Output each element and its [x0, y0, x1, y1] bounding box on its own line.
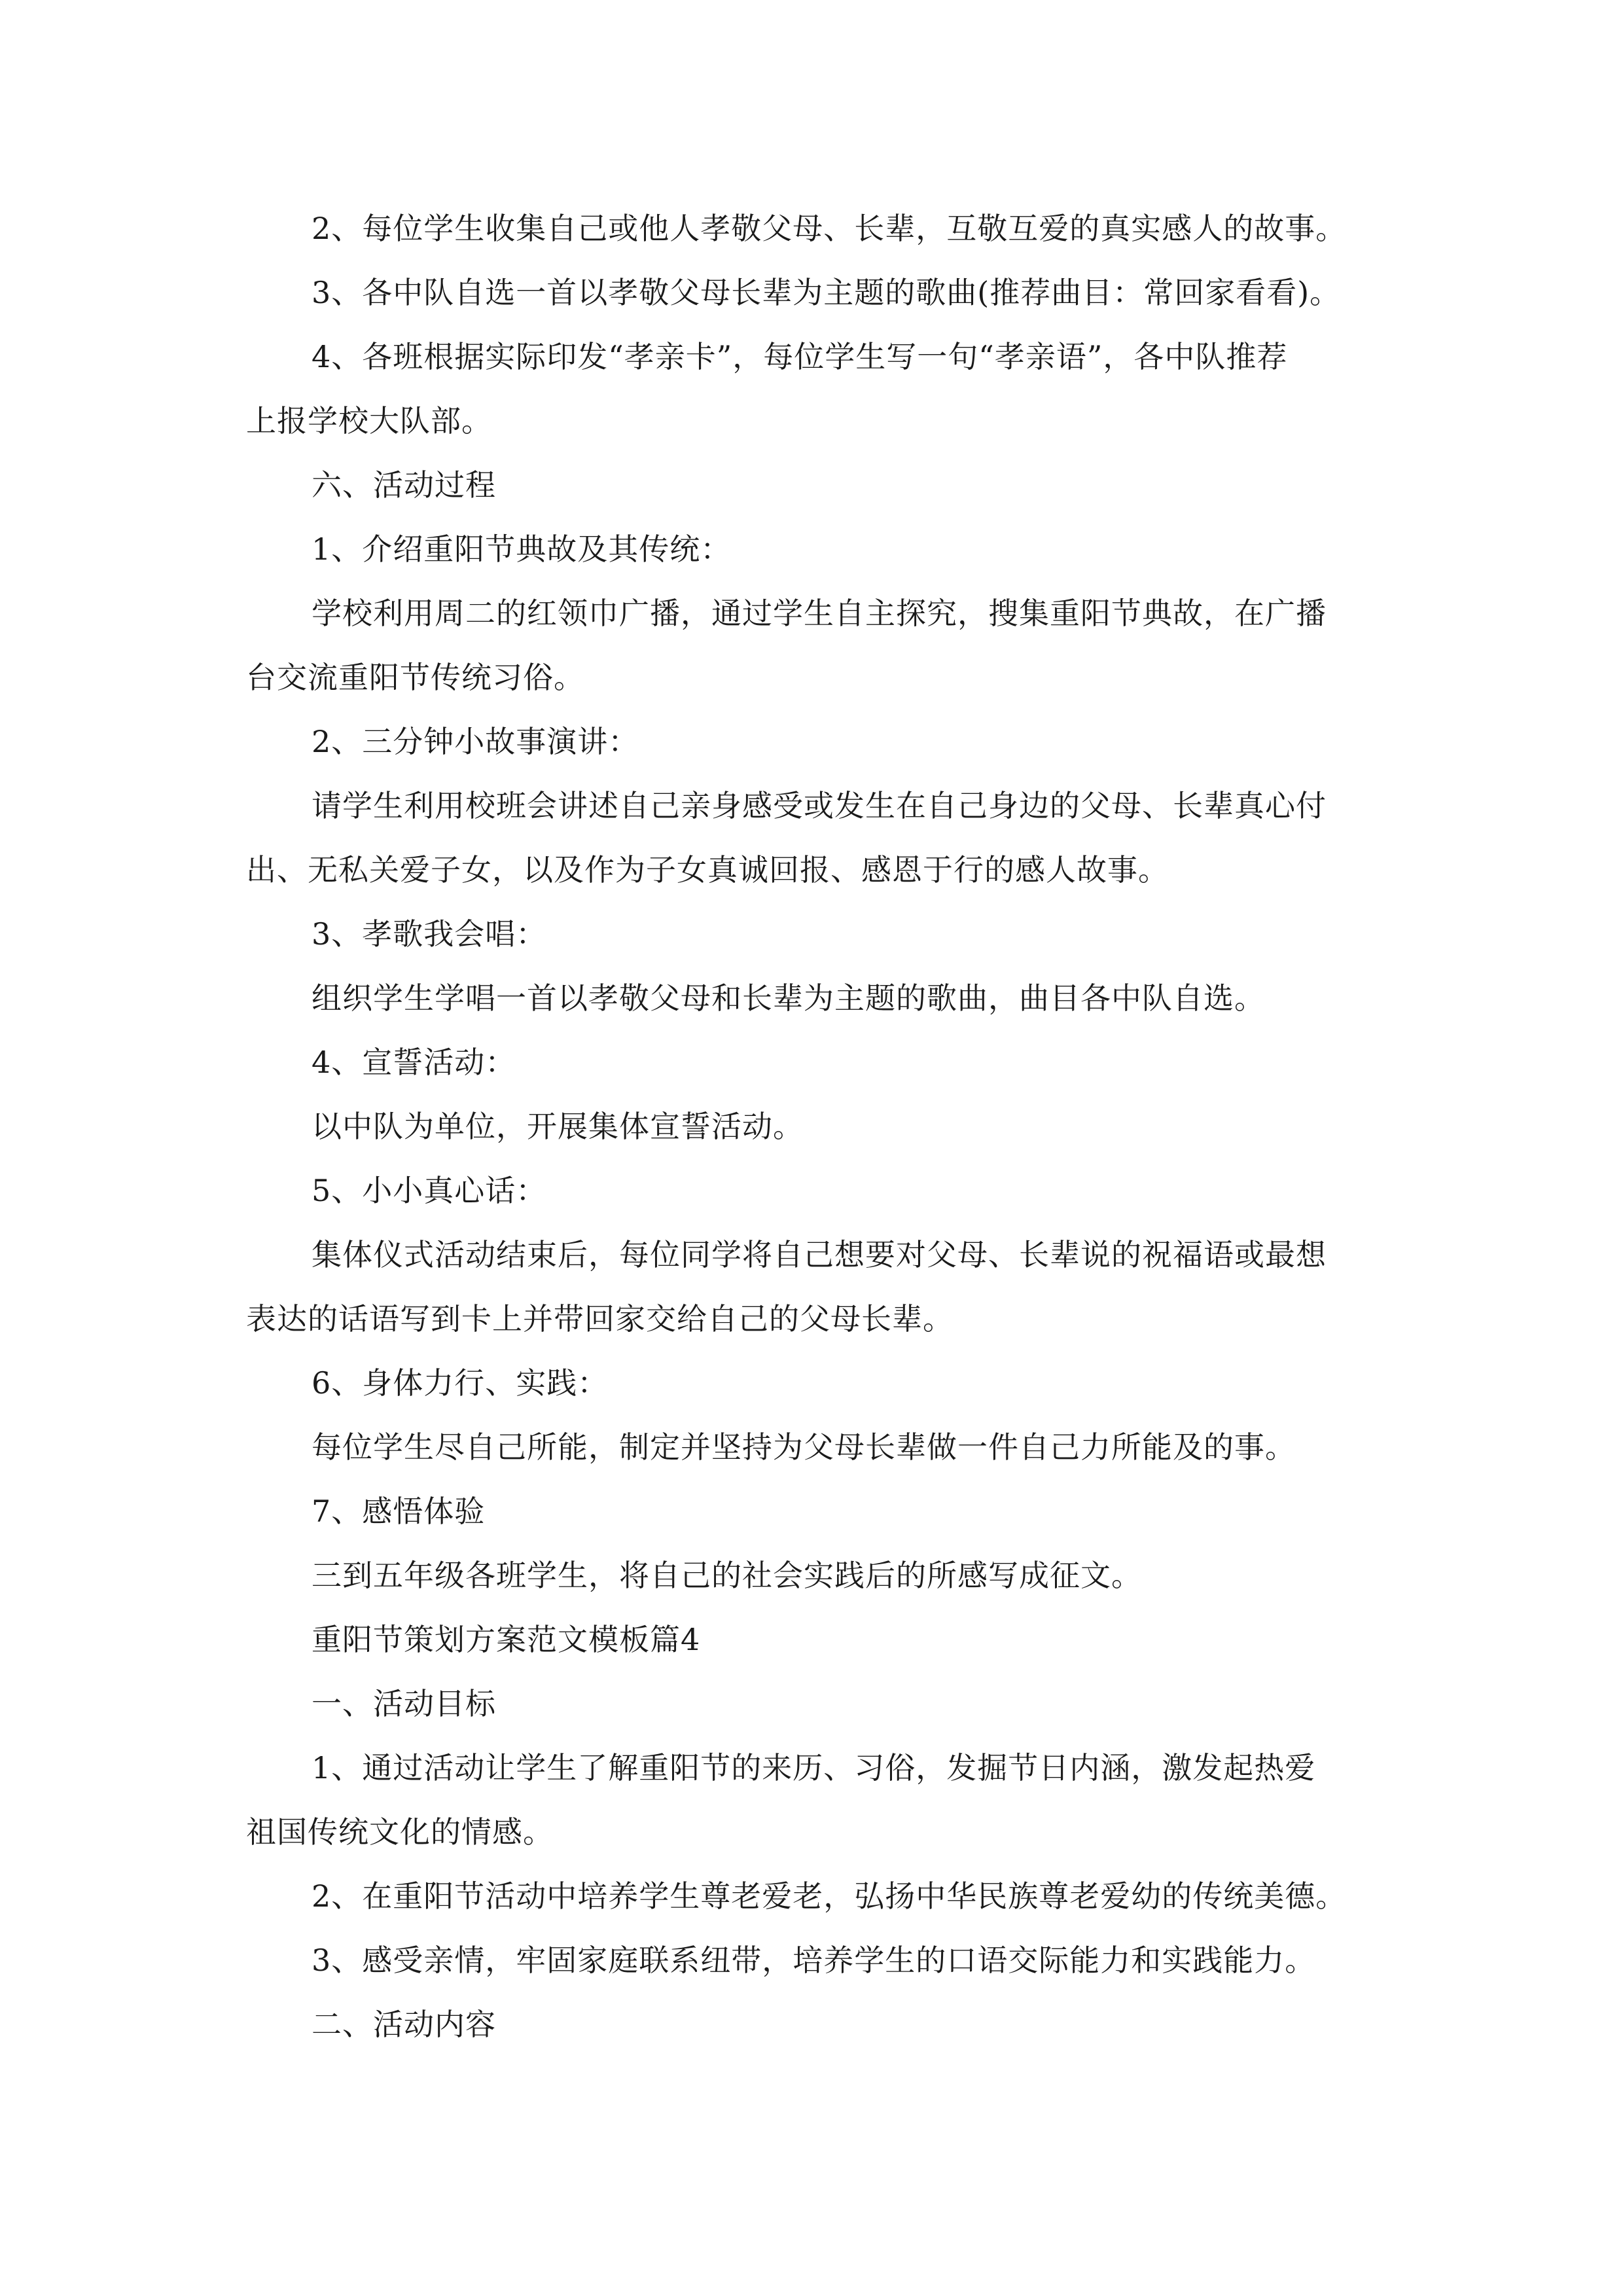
paragraph-line: 台交流重阳节传统习俗。: [246, 660, 584, 695]
paragraph-line: 学校利用周二的红领巾广播，通过学生自主探究，搜集重阳节典故，在广播: [312, 596, 1327, 631]
paragraph-line: 集体仪式活动结束后，每位同学将自己想要对父母、长辈说的祝福语或最想: [312, 1237, 1327, 1272]
paragraph-line: 3、感受亲情，牢固家庭联系纽带，培养学生的口语交际能力和实践能力。: [312, 1943, 1316, 1978]
paragraph-line: 2、每位学生收集自己或他人孝敬父母、长辈，互敬互爱的真实感人的故事。: [312, 211, 1347, 246]
paragraph-line: 3、各中队自选一首以孝敬父母长辈为主题的歌曲(推荐曲目：常回家看看)。: [312, 275, 1341, 310]
paragraph-line: 以中队为单位，开展集体宣誓活动。: [312, 1109, 804, 1144]
section-heading: 二、活动内容: [312, 2007, 496, 2042]
subsection-heading: 1、介绍重阳节典故及其传统：: [312, 531, 732, 567]
paragraph-line: 出、无私关爱子女，以及作为子女真诚回报、感恩于行的感人故事。: [246, 852, 1169, 888]
paragraph-line: 上报学校大队部。: [246, 403, 492, 439]
paragraph-line: 表达的话语写到卡上并带回家交给自己的父母长辈。: [246, 1301, 954, 1336]
subsection-heading: 3、孝歌我会唱：: [312, 916, 547, 952]
paragraph-line: 4、各班根据实际印发“孝亲卡”，每位学生写一句“孝亲语”，各中队推荐: [312, 339, 1288, 374]
paragraph-line: 请学生利用校班会讲述自己亲身感受或发生在自己身边的父母、长辈真心付: [312, 788, 1327, 823]
document-body: [246, 196, 1398, 2056]
subsection-heading: 6、身体力行、实践：: [312, 1365, 609, 1401]
paragraph-line: 组织学生学唱一首以孝敬父母和长辈为主题的歌曲，曲目各中队自选。: [312, 980, 1265, 1016]
subsection-heading: 4、宣誓活动：: [312, 1045, 516, 1080]
subsection-heading: 2、三分钟小故事演讲：: [312, 724, 639, 759]
paragraph-line: 每位学生尽自己所能，制定并坚持为父母长辈做一件自己力所能及的事。: [312, 1429, 1296, 1465]
section-heading: 六、活动过程: [312, 467, 496, 503]
paragraph-line: 三到五年级各班学生，将自己的社会实践后的所感写成征文。: [312, 1558, 1142, 1593]
paragraph-line: 祖国传统文化的情感。: [246, 1814, 554, 1850]
document-title: 重阳节策划方案范文模板篇4: [312, 1622, 701, 1657]
subsection-heading: 7、感悟体验: [312, 1494, 486, 1529]
paragraph-line: 1、通过活动让学生了解重阳节的来历、习俗，发掘节日内涵，激发起热爱: [312, 1750, 1316, 1785]
section-heading: 一、活动目标: [312, 1686, 496, 1721]
subsection-heading: 5、小小真心话：: [312, 1173, 547, 1208]
paragraph-line: 2、在重阳节活动中培养学生尊老爱老，弘扬中华民族尊老爱幼的传统美德。: [312, 1878, 1347, 1914]
